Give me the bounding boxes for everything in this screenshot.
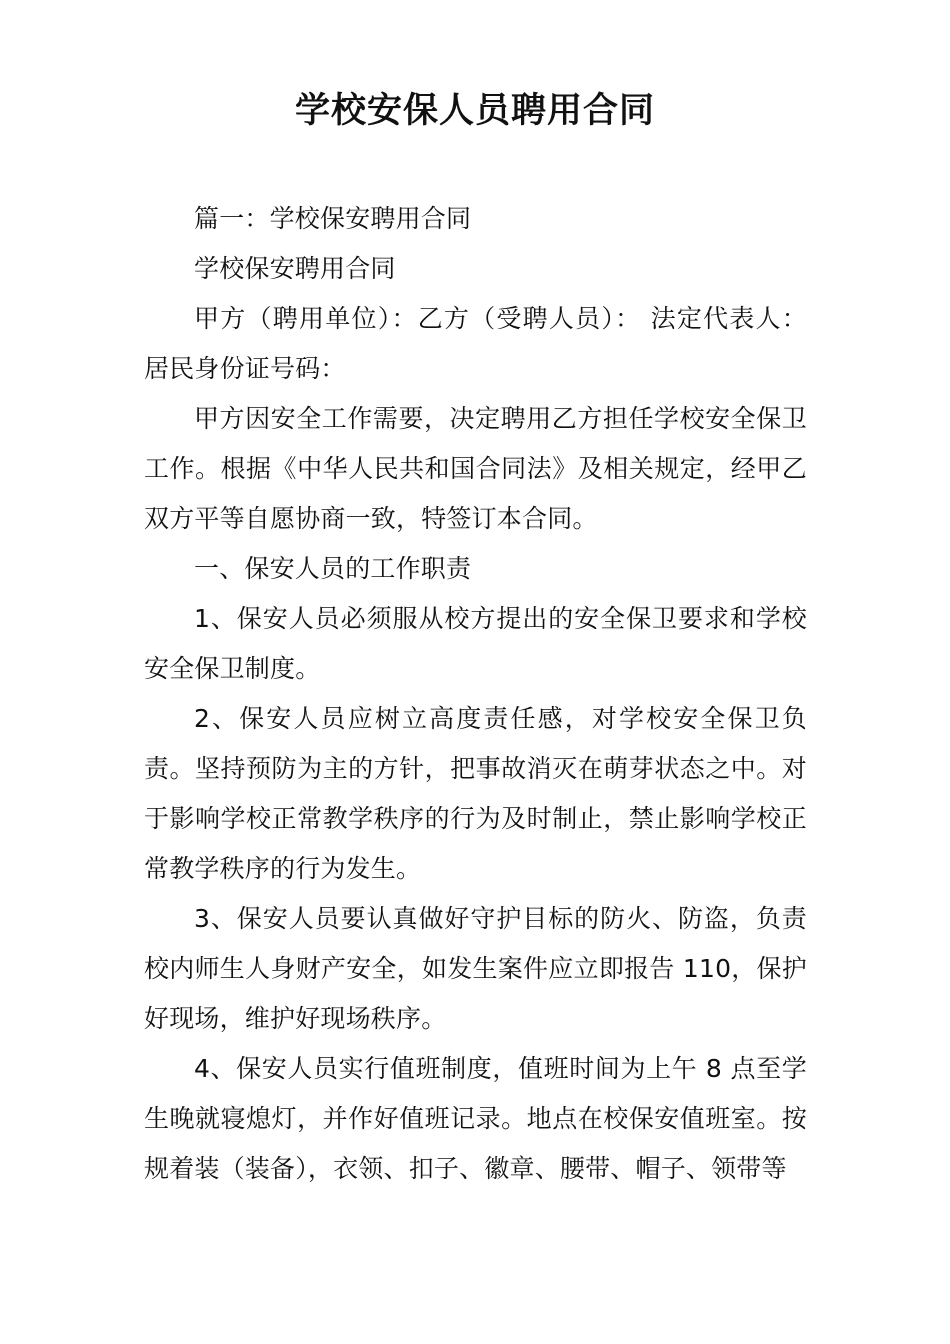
- section-heading-duties: 一、保安人员的工作职责: [194, 554, 472, 583]
- section-heading-part-one: 篇一：学校保安聘用合同: [194, 204, 472, 233]
- parties-paragraph: 甲方（聘用单位）：乙方（受聘人员）： 法定代表人：居民身份证号码：: [144, 304, 807, 383]
- preamble-paragraph: 甲方因安全工作需要，决定聘用乙方担任学校安全保卫工作。根据《中华人民共和国合同法》及相关规定，经甲乙双方平等自愿协商一致，特签订本合同。: [144, 404, 807, 533]
- clause-2: 2、保安人员应树立高度责任感，对学校安全保卫负责。坚持预防为主的方针，把事故消灭在萌芽状态之中。对于影响学校正常教学秩序的行为及时制止，禁止影响学校正常教学秩序的行为发生。: [144, 704, 807, 883]
- clause-3: 3、保安人员要认真做好守护目标的防火、防盗，负责校内师生人身财产安全，如发生案件应立即报告 110，保护好现场，维护好现场秩序。: [144, 904, 807, 1033]
- document-title: 学校安保人员聘用合同: [294, 91, 655, 131]
- clause-1: 1、保安人员必须服从校方提出的安全保卫要求和学校安全保卫制度。: [144, 604, 807, 683]
- contract-subtitle: 学校保安聘用合同: [194, 254, 396, 283]
- document-body: [144, 194, 807, 1194]
- clause-4: 4、保安人员实行值班制度，值班时间为上午 8 点至学生晚就寝熄灯，并作好值班记录。地点在校保安值班室。按规着装（装备），衣领、扣子、徽章、腰带、帽子、领带等: [144, 1054, 807, 1183]
